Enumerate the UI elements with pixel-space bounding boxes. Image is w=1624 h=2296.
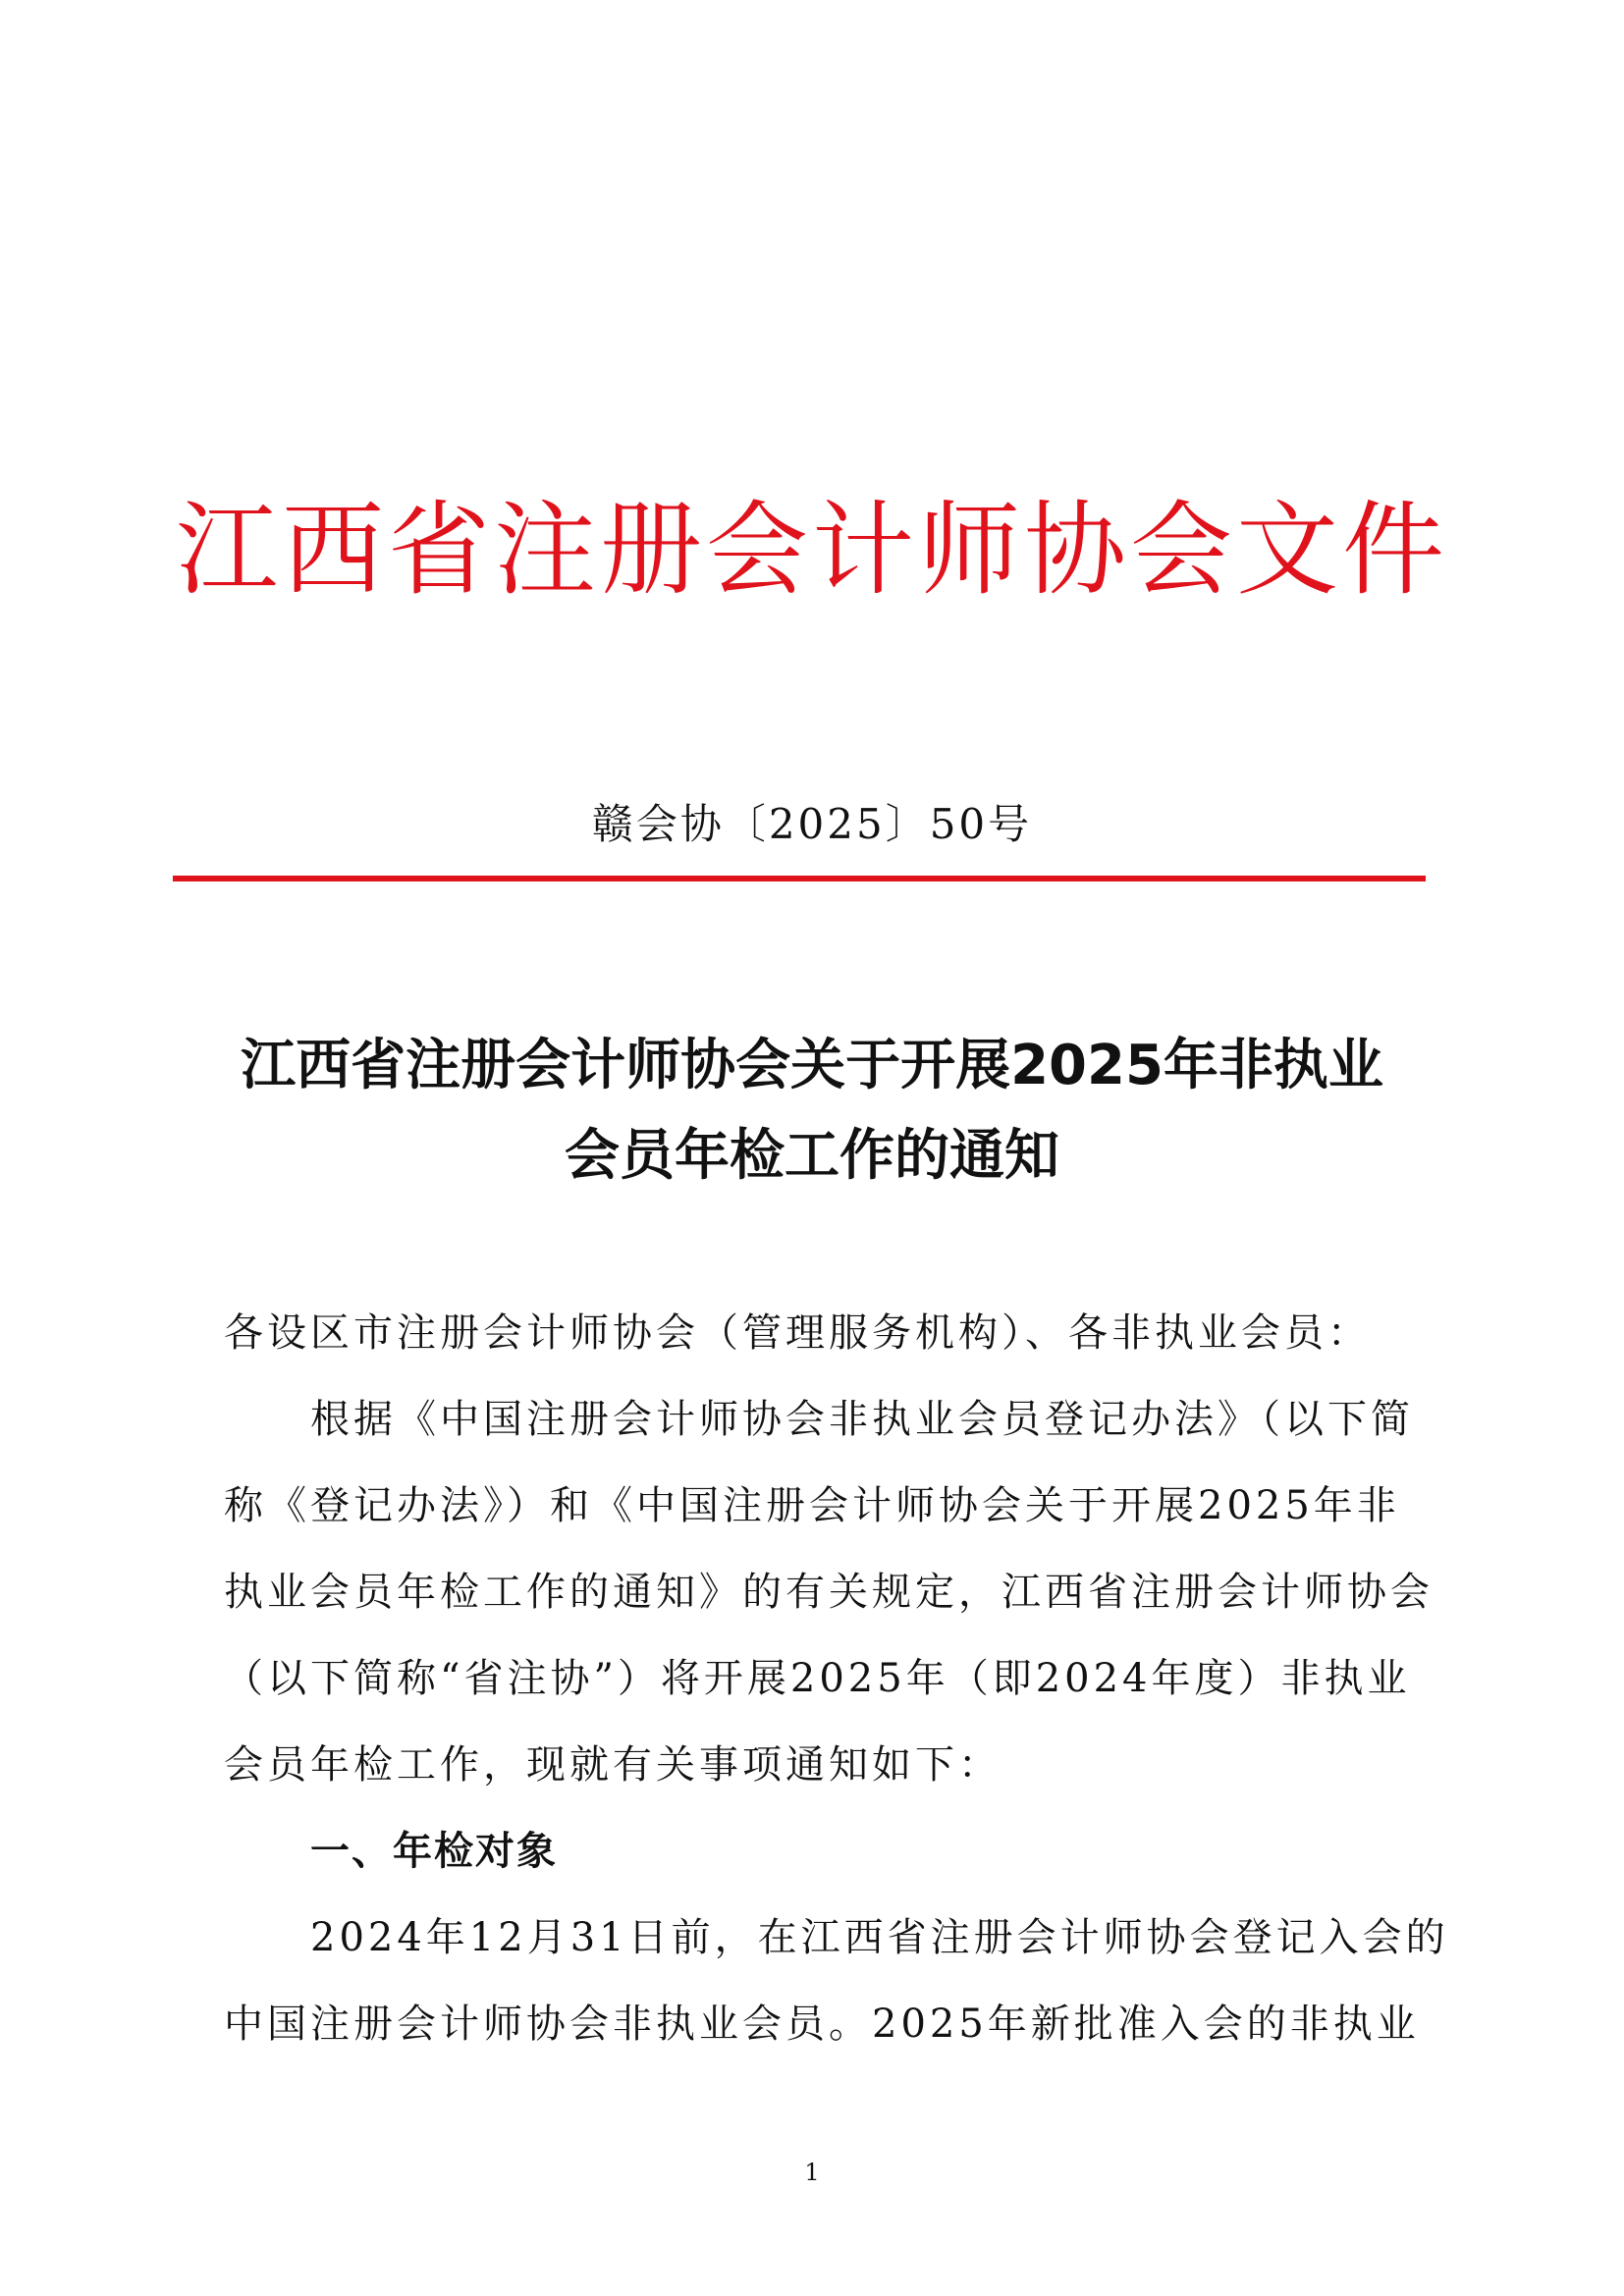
masthead-title: 江西省注册会计师协会文件 <box>175 490 1448 610</box>
paragraph-line: 中国注册会计师协会非执业会员。2025年新批准入会的非执业 <box>224 2002 1420 2047</box>
paragraph-line: 根据《中国注册会计师协会非执业会员登记办法》（以下简 <box>310 1397 1414 1442</box>
paragraph-line: 执业会员年检工作的通知》的有关规定，江西省注册会计师协会 <box>224 1570 1434 1615</box>
red-divider-line <box>173 876 1426 881</box>
notice-body <box>224 1290 1449 2067</box>
notice-title <box>187 1021 1437 1201</box>
paragraph-line: （以下简称“省注协”）将开展2025年（即2024年度）非执业 <box>224 1656 1411 1701</box>
paragraph-line: 会员年检工作，现就有关事项通知如下： <box>224 1742 1001 1788</box>
notice-title-line-2: 会员年检工作的通知 <box>565 1124 1059 1188</box>
page-number: 1 <box>804 2159 820 2186</box>
section-heading: 一、年检对象 <box>310 1829 558 1874</box>
paragraph-line: 称《登记办法》）和《中国注册会计师协会关于开展2025年非 <box>224 1483 1400 1528</box>
paragraph-line: 2024年12月31日前，在江西省注册会计师协会登记入会的 <box>310 1915 1449 1960</box>
salutation: 各设区市注册会计师协会（管理服务机构）、各非执业会员： <box>224 1310 1371 1356</box>
notice-title-line-1: 江西省注册会计师协会关于开展2025年非执业 <box>241 1034 1383 1097</box>
document-number: 赣会协〔2025〕50号 <box>591 800 1033 848</box>
